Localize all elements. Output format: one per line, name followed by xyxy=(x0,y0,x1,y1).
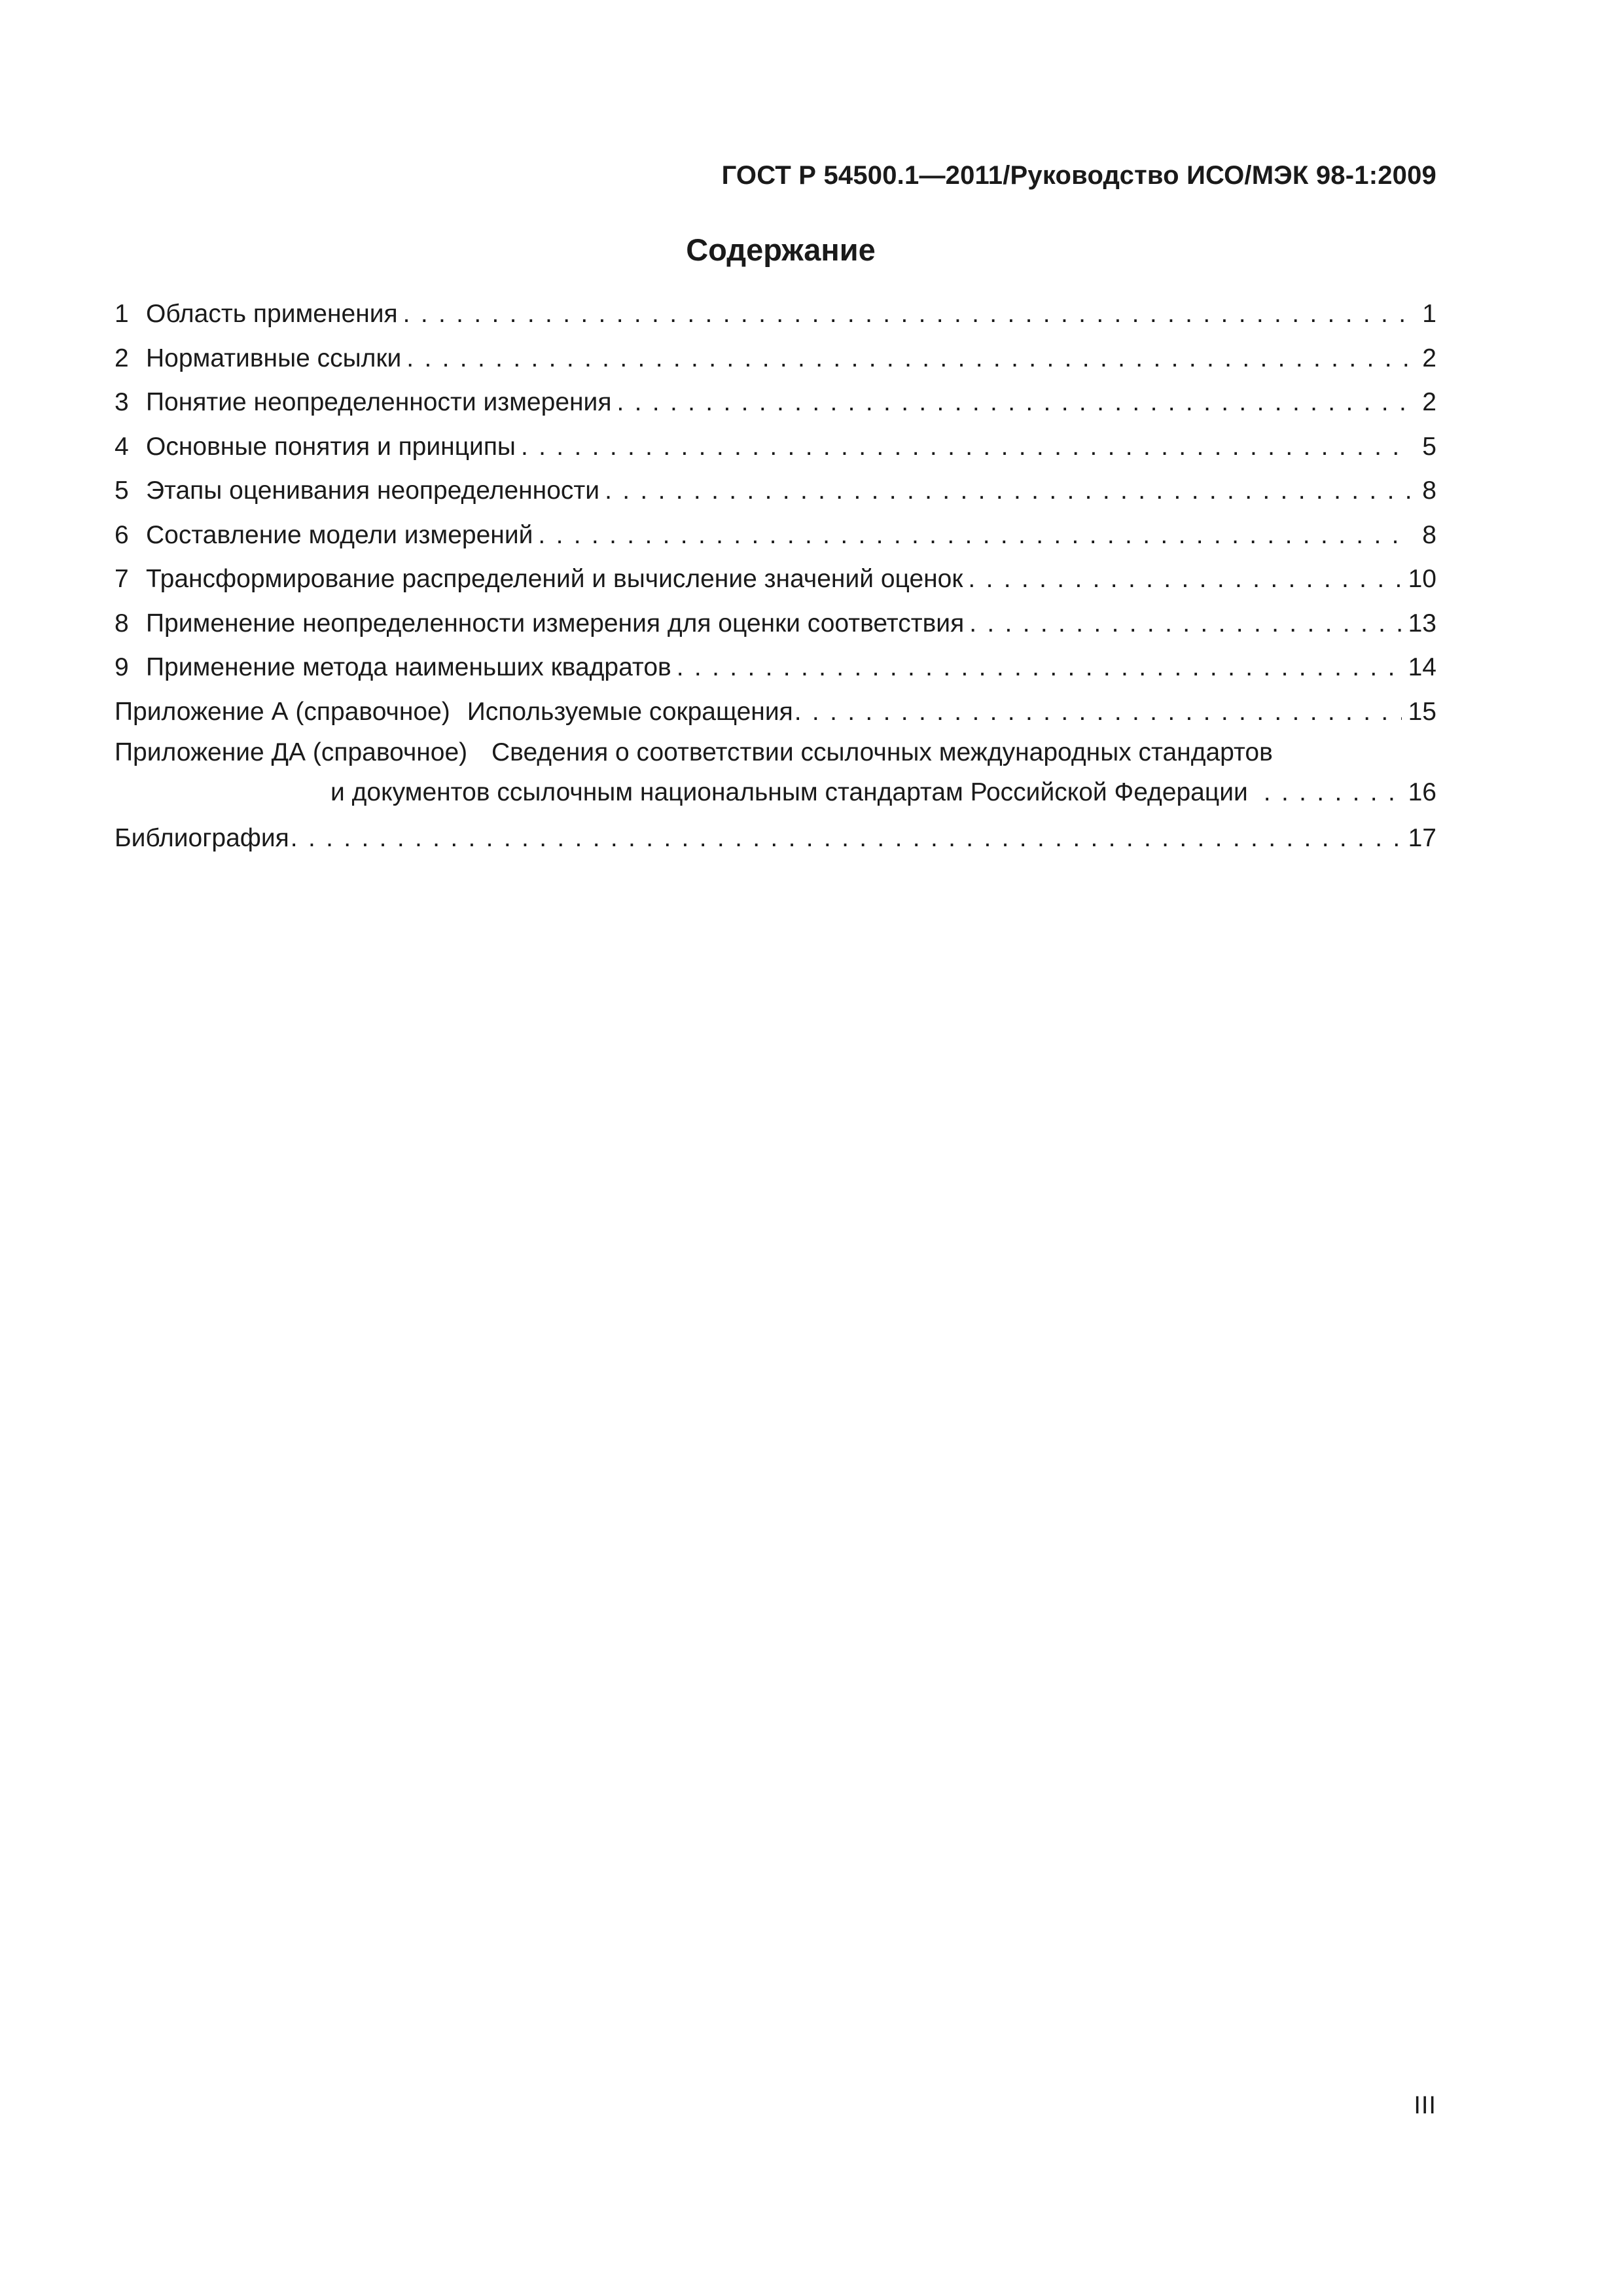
dot-leader xyxy=(605,469,1410,513)
toc-entry-page: 8 xyxy=(1422,476,1436,505)
toc-entry-number: 1 xyxy=(115,300,129,328)
toc-entry-label: Применение неопределенности измерения для оценки соответствия xyxy=(146,609,965,637)
dot-leader xyxy=(403,292,1410,336)
toc-entry-number: 7 xyxy=(115,565,129,593)
toc-entry-9[interactable] xyxy=(115,645,1436,690)
toc-entry-label: Применение метода наименьших квадратов xyxy=(146,653,671,681)
toc-entry-appendix-da[interactable] xyxy=(115,734,1436,814)
toc-entry-label: Составление модели измерений xyxy=(146,520,533,549)
toc-entry-page: 2 xyxy=(1422,344,1436,372)
document-code-header: ГОСТ Р 54500.1—2011/Руководство ИСО/МЭК 98-1:2009 xyxy=(721,161,1436,190)
toc-entry-label-continued: и документов ссылочным национальным стандартам Российской Федерации xyxy=(330,778,1248,806)
dot-leader xyxy=(1264,772,1402,814)
dot-leader xyxy=(968,557,1401,601)
toc-entry-label: Сведения о соответствии ссылочных международных стандартов xyxy=(491,738,1273,766)
toc-entry-6[interactable] xyxy=(115,513,1436,558)
dot-leader xyxy=(677,645,1402,690)
appendix-da-second-line xyxy=(115,772,1436,814)
appendix-prefix: Приложение А (справочное) xyxy=(115,697,450,726)
toc-entry-2[interactable] xyxy=(115,336,1436,381)
toc-entry-number: 4 xyxy=(115,432,129,461)
appendix-prefix: Приложение ДА (справочное) xyxy=(115,738,468,766)
dot-leader xyxy=(616,380,1410,425)
toc-entry-page: 13 xyxy=(1408,609,1436,637)
dot-leader xyxy=(969,601,1401,646)
dot-leader xyxy=(406,336,1410,381)
toc-entry-4[interactable] xyxy=(115,425,1436,469)
toc-entry-label: Основные понятия и принципы xyxy=(146,432,516,461)
toc-entry-number: 8 xyxy=(115,609,129,637)
dot-leader xyxy=(794,690,1402,734)
toc-entry-page: 17 xyxy=(1408,824,1436,852)
toc-entry-page: 15 xyxy=(1408,697,1436,726)
dot-leader xyxy=(538,513,1410,558)
toc-entry-label: Библиография xyxy=(115,824,289,852)
toc-entry-number: 2 xyxy=(115,344,129,372)
toc-entry-1[interactable] xyxy=(115,292,1436,336)
toc-entry-page: 8 xyxy=(1422,520,1436,549)
toc-entry-3[interactable] xyxy=(115,380,1436,425)
toc-entry-label: Нормативные ссылки xyxy=(146,344,402,372)
dot-leader xyxy=(521,425,1410,469)
page-number: III xyxy=(1414,2092,1436,2119)
toc-entry-label: Понятие неопределенности измерения xyxy=(146,388,612,416)
toc-entry-number: 9 xyxy=(115,653,129,681)
appendix-da-first-line xyxy=(115,734,1436,772)
toc-entry-page: 16 xyxy=(1408,778,1436,806)
toc-entry-8[interactable] xyxy=(115,601,1436,646)
toc-entry-page: 5 xyxy=(1422,432,1436,461)
dot-leader xyxy=(291,816,1402,861)
toc-entry-5[interactable] xyxy=(115,469,1436,513)
toc-entry-page: 1 xyxy=(1422,300,1436,328)
table-of-contents xyxy=(115,292,1436,861)
toc-entry-number: 3 xyxy=(115,388,129,416)
toc-entry-appendix-a[interactable] xyxy=(115,690,1436,734)
toc-entry-label: Этапы оценивания неопределенности xyxy=(146,476,600,505)
toc-entry-number: 5 xyxy=(115,476,129,505)
toc-entry-label: Используемые сокращения xyxy=(467,697,793,726)
toc-entry-page: 2 xyxy=(1422,388,1436,416)
toc-entry-page: 14 xyxy=(1408,653,1436,681)
toc-entry-label: Трансформирование распределений и вычисление значений оценок xyxy=(146,565,963,593)
toc-entry-7[interactable] xyxy=(115,557,1436,601)
toc-entry-label: Область применения xyxy=(146,300,398,328)
page-title: Содержание xyxy=(686,232,876,267)
toc-entry-page: 10 xyxy=(1408,565,1436,593)
toc-entry-bibliography[interactable] xyxy=(115,816,1436,861)
toc-entry-number: 6 xyxy=(115,520,129,549)
